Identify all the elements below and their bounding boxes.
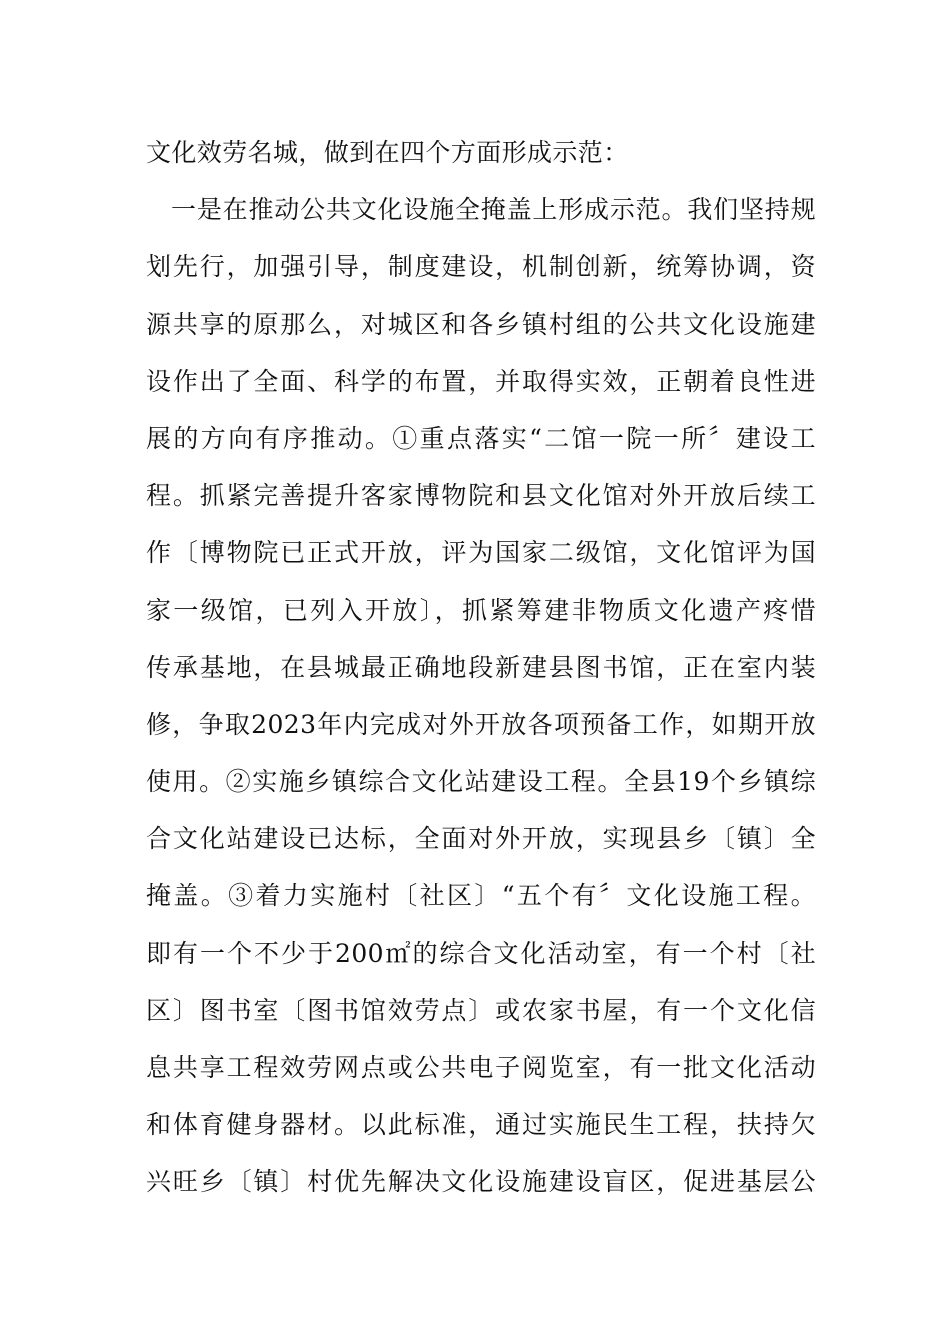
text-line: 区〕图书室〔图书馆效劳点〕或农家书屋，有一个文化信 bbox=[146, 995, 816, 1025]
text-line: 掩盖。③着力实施村〔社区〕“五个有〞文化设施工程。 bbox=[146, 881, 816, 911]
text-line: 一是在推动公共文化设施全掩盖上形成示范。我们坚持规 bbox=[171, 195, 816, 225]
text-line: 设作出了全面、科学的布置，并取得实效，正朝着良性进 bbox=[146, 366, 816, 396]
text-line: 源共享的原那么，对城区和各乡镇村组的公共文化设施建 bbox=[146, 309, 816, 339]
text-line: 合文化站建设已达标，全面对外开放，实现县乡〔镇〕全 bbox=[146, 824, 816, 854]
text-line: 程。抓紧完善提升客家博物院和县文化馆对外开放后续工 bbox=[146, 481, 816, 511]
body-text bbox=[146, 124, 816, 1211]
text-line: 划先行，加强引导，制度建设，机制创新，统筹协调，资 bbox=[146, 252, 816, 282]
text-line: 作〔博物院已正式开放，评为国家二级馆，文化馆评为国 bbox=[146, 538, 816, 568]
text-line: 展的方向有序推动。①重点落实“二馆一院一所〞建设工 bbox=[146, 423, 816, 453]
text-line: 修，争取2023年内完成对外开放各项预备工作，如期开放 bbox=[146, 709, 816, 739]
text-line: 文化效劳名城，做到在四个方面形成示范： bbox=[146, 138, 629, 167]
text-line: 息共享工程效劳网点或公共电子阅览室，有一批文化活动 bbox=[146, 1053, 816, 1082]
text-line: 传承基地，在县城最正确地段新建县图书馆，正在室内装 bbox=[146, 652, 816, 682]
text-line: 兴旺乡〔镇〕村优先解决文化设施建设盲区，促进基层公 bbox=[146, 1167, 816, 1197]
text-line: 使用。②实施乡镇综合文化站建设工程。全县19个乡镇综 bbox=[146, 767, 816, 797]
text-line: 和体育健身器材。以此标准，通过实施民生工程，扶持欠 bbox=[146, 1110, 816, 1140]
text-line: 即有一个不少于200㎡的综合文化活动室，有一个村〔社 bbox=[146, 938, 816, 968]
text-line: 家一级馆，已列入开放〕，抓紧筹建非物质文化遗产疼惜 bbox=[146, 595, 816, 625]
